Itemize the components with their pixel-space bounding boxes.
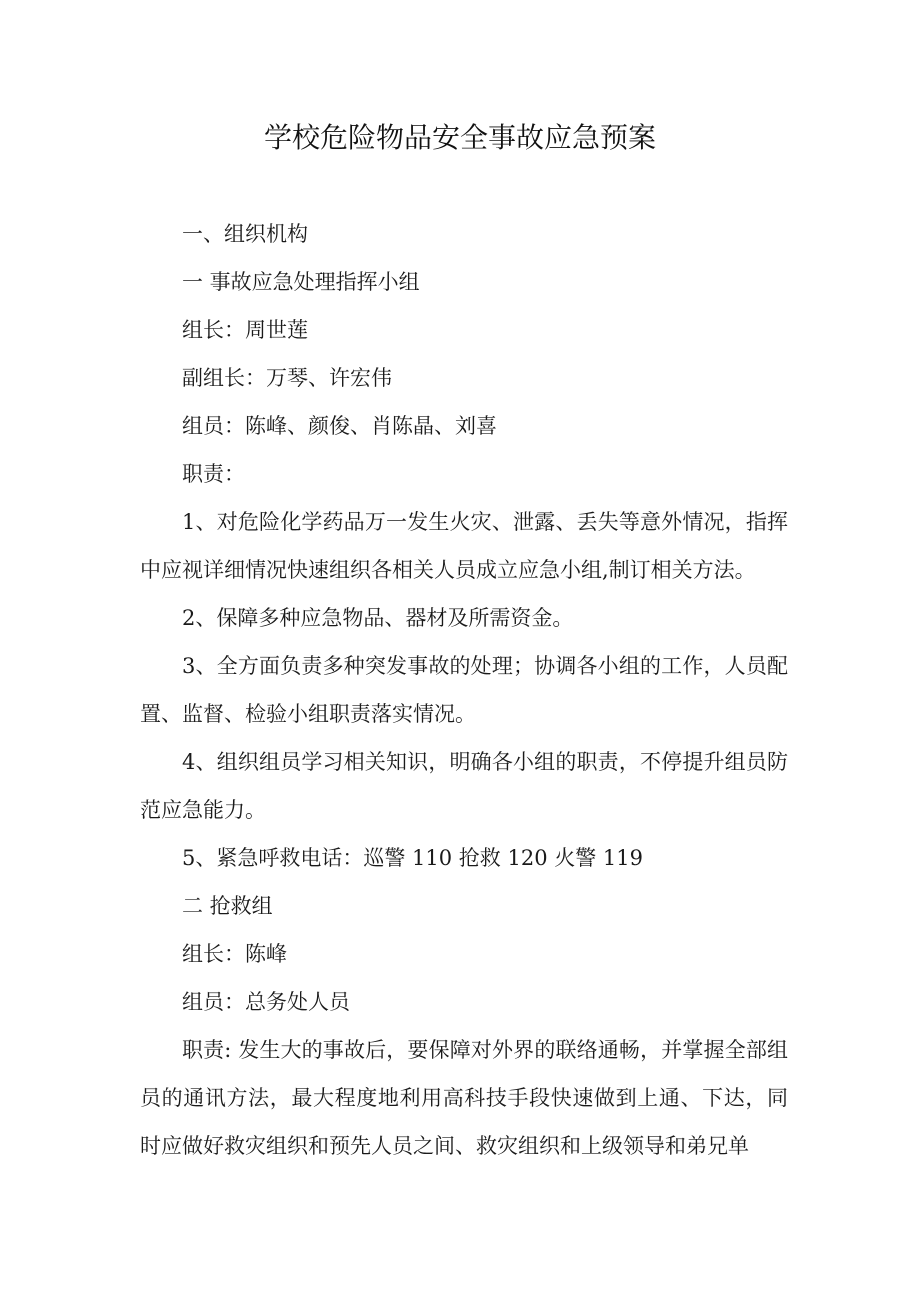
- group-leader-line: 组长：周世莲: [182, 318, 308, 342]
- subsection-heading-rescue-group: 二 抢救组: [182, 894, 273, 918]
- section-heading-organization: 一、组织机构: [182, 222, 308, 246]
- duty-item-5-emergency-numbers: 5、紧急呼救电话：巡警 110 抢救 120 火警 119: [182, 846, 643, 870]
- document-title: 学校危险物品安全事故应急预案: [263, 121, 656, 154]
- rescue-members-line: 组员：总务处人员: [182, 990, 350, 1014]
- rescue-leader-line: 组长：陈峰: [182, 942, 287, 966]
- members-line: 组员：陈峰、颜俊、肖陈晶、刘喜: [182, 414, 497, 438]
- deputy-leader-line: 副组长：万琴、许宏伟: [182, 366, 392, 390]
- duty-item-3: 3、全方面负责多种突发事故的处理；协调各小组的工作，人员配置、监督、检验小组职责落实情况。: [140, 654, 788, 726]
- duty-item-1: 1、对危险化学药品万一发生火灾、泄露、丢失等意外情况，指挥中应视详细情况快速组织各相关人员成立应急小组,制订相关方法。: [140, 510, 788, 582]
- duty-item-2: 2、保障多种应急物品、器材及所需资金。: [182, 606, 574, 630]
- duties-label: 职责：: [182, 462, 245, 486]
- rescue-duties-paragraph: 职责: 发生大的事故后，要保障对外界的联络通畅，并掌握全部组员的通讯方法，最大程度地利用高科技手段快速做到上通、下达，同时应做好救灾组织和预先人员之间、救灾组织和上级领导和弟兄单: [140, 1038, 788, 1158]
- subsection-heading-command-group: 一 事故应急处理指挥小组: [182, 270, 420, 294]
- duty-item-4: 4、组织组员学习相关知识，明确各小组的职责，不停提升组员防范应急能力。: [140, 750, 788, 822]
- document-body: [140, 210, 788, 1170]
